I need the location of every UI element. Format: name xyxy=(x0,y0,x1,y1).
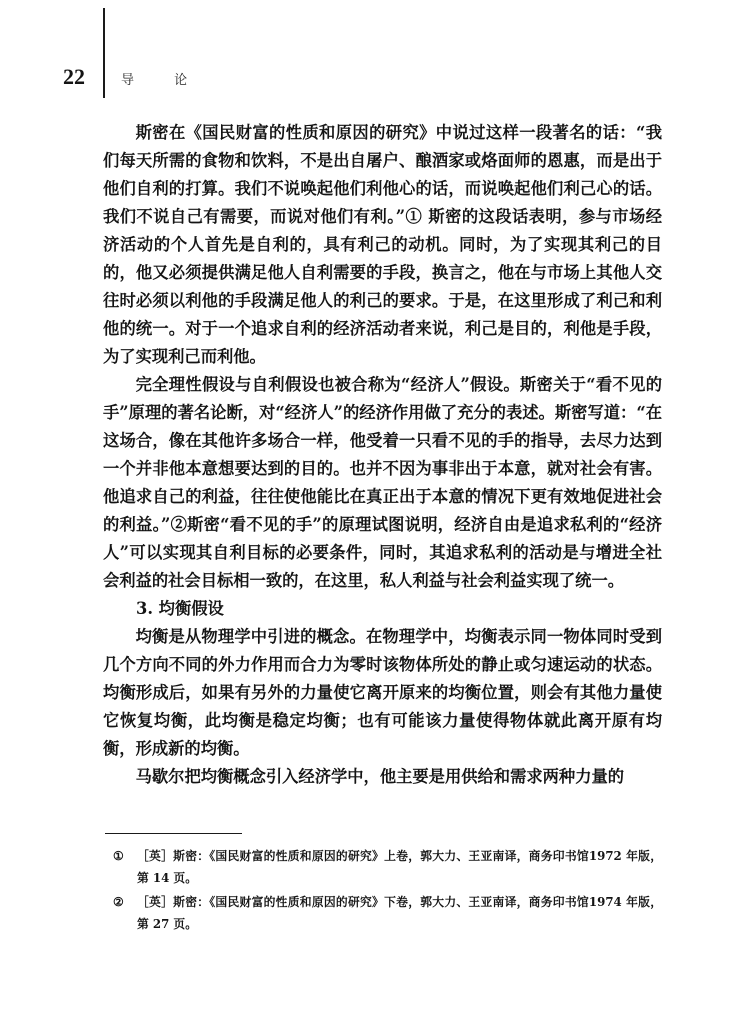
footnotes xyxy=(113,845,662,937)
running-header: 导 论 xyxy=(121,73,206,88)
footnote-1-text: ［英］斯密：《国民财富的性质和原因的研究》上卷，郭大力、王亚南译，商务印书馆1972 年版，第 14 页。 xyxy=(137,849,662,885)
section-heading: 3. 均衡假设 xyxy=(136,599,224,618)
body-text xyxy=(103,119,662,791)
footnote-rule xyxy=(105,833,242,834)
footnote-1-mark: ① xyxy=(113,849,124,863)
paragraph-3: 均衡是从物理学中引进的概念。在物理学中，均衡表示同一物体同时受到几个方向不同的外力作用而合力为零时该物体所处的静止或匀速运动的状态。均衡形成后，如果有另外的力量使它离开原来的均衡位置，则会有其他力量使它恢复均衡，此均衡是稳定均衡；也有可能该力量使得物体就此离开原有均衡，形成新的均衡。 xyxy=(103,627,662,758)
page-number: 22 xyxy=(63,64,85,89)
header-rule xyxy=(103,8,105,98)
paragraph-1: 斯密在《国民财富的性质和原因的研究》中说过这样一段著名的话：“我们每天所需的食物和饮料，不是出自屠户、酿酒家或烙面师的恩惠，而是出于他们自利的打算。我们不说唤起他们利他心的话，而说唤起他们利己心的话。我们不说自己有需要，而说对他们有利。”① 斯密的这段话表明，参与市场经济活动的个人首先是自利的，具有利己的动机。同时，为了实现其利己的目的，他又必须提供满足他人自利需要的手段，换言之，他在与市场上其他人交往时必须以利他的手段满足他人的利己的要求。于是，在这里形成了利己和利他的统一。对于一个追求自利的经济活动者来说，利己是目的，利他是手段，为了实现利己而利他。 xyxy=(103,123,662,366)
paragraph-4: 马歇尔把均衡概念引入经济学中，他主要是用供给和需求两种力量的 xyxy=(135,767,625,786)
footnote-2-text: ［英］斯密：《国民财富的性质和原因的研究》下卷，郭大力、王亚南译，商务印书馆1974 年版，第 27 页。 xyxy=(137,895,662,931)
footnote-2 xyxy=(113,891,662,935)
footnote-2-mark: ② xyxy=(113,895,124,909)
paragraph-2: 完全理性假设与自利假设也被合称为“经济人”假设。斯密关于“看不见的手”原理的著名论断，对“经济人”的经济作用做了充分的表述。斯密写道：“在这场合，像在其他许多场合一样，他受着一只看不见的手的指导，去尽力达到一个并非他本意想要达到的目的。也并不因为事非出于本意，就对社会有害。他追求自己的利益，往往使他能比在真正出于本意的情况下更有效地促进社会的利益。”②斯密“看不见的手”的原理试图说明，经济自由是追求私利的“经济人”可以实现其自利目标的必要条件，同时，其追求私利的活动是与增进全社会利益的社会目标相一致的，在这里，私人利益与社会利益实现了统一。 xyxy=(103,375,662,590)
footnote-1 xyxy=(113,845,662,889)
